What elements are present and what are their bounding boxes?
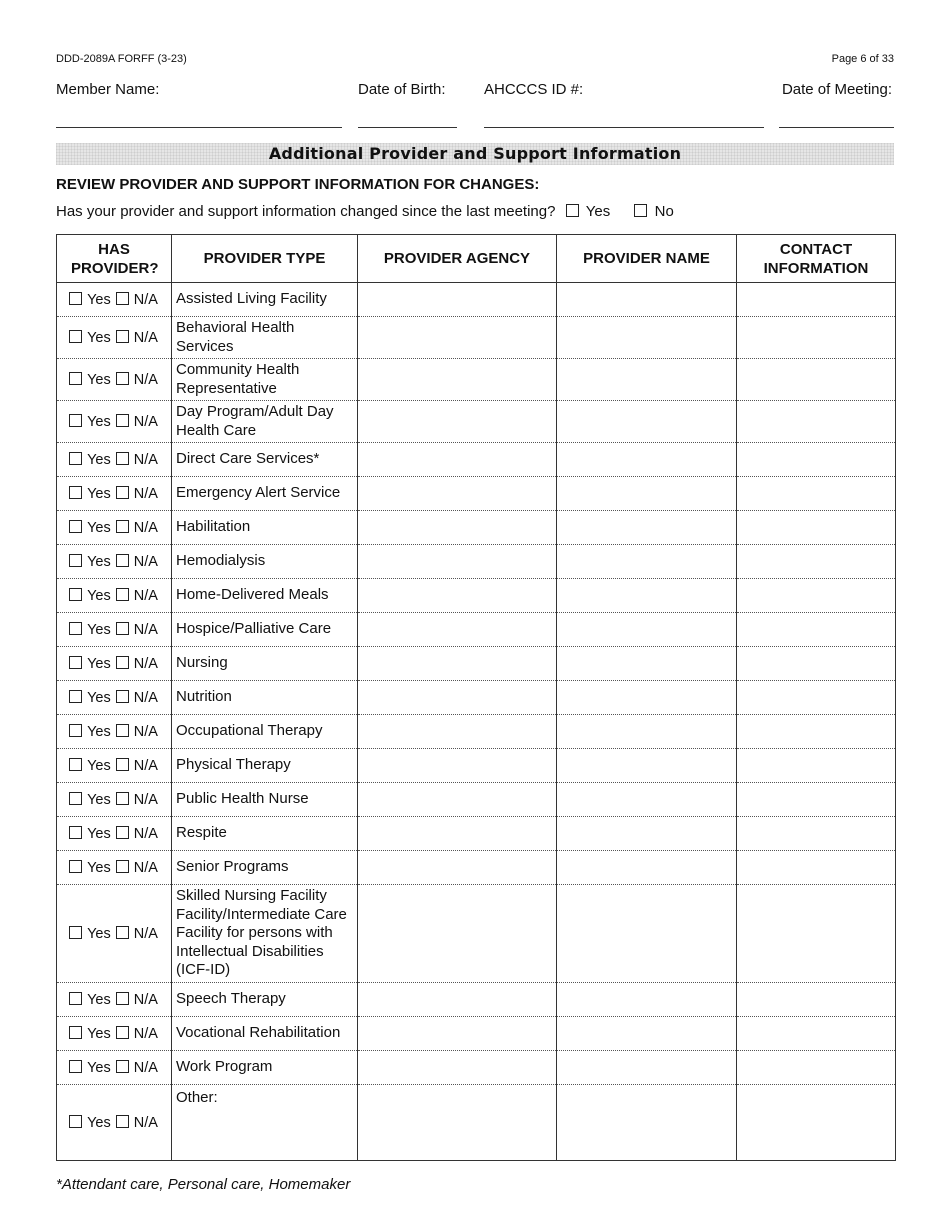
provider-name-cell[interactable] xyxy=(557,715,737,749)
table-row xyxy=(57,851,896,885)
has-provider-cell xyxy=(57,579,172,613)
provider-name-cell[interactable] xyxy=(557,681,737,715)
na-checkbox[interactable] xyxy=(116,860,129,873)
yes-label: Yes xyxy=(87,723,111,740)
provider-agency-cell[interactable] xyxy=(358,401,557,443)
contact-information-cell[interactable] xyxy=(737,511,896,545)
yes-checkbox[interactable] xyxy=(69,826,82,839)
yes-label: Yes xyxy=(87,1059,111,1076)
provider-agency-cell[interactable] xyxy=(358,613,557,647)
provider-agency-cell[interactable] xyxy=(358,283,557,317)
has-provider-cell xyxy=(57,783,172,817)
ahcccs-id-label: AHCCCS ID #: xyxy=(484,81,584,98)
provider-name-cell[interactable] xyxy=(557,885,737,983)
provider-type: Emergency Alert Service xyxy=(172,477,358,511)
has-provider-cell xyxy=(57,681,172,715)
has-provider-cell xyxy=(57,545,172,579)
yes-checkbox[interactable] xyxy=(69,1060,82,1073)
yes-checkbox[interactable] xyxy=(69,1026,82,1039)
yes-checkbox[interactable] xyxy=(69,292,82,305)
provider-name-cell[interactable] xyxy=(557,545,737,579)
provider-agency-cell[interactable] xyxy=(358,359,557,401)
provider-name-cell[interactable] xyxy=(557,783,737,817)
change-question: Has your provider and support information changed since the last meeting? xyxy=(56,203,556,220)
has-provider-cell xyxy=(57,359,172,401)
na-checkbox[interactable] xyxy=(116,690,129,703)
yes-label: Yes xyxy=(87,371,111,388)
yes-label: Yes xyxy=(87,925,111,942)
table-row xyxy=(57,545,896,579)
review-heading: REVIEW PROVIDER AND SUPPORT INFORMATION FOR CHANGES: xyxy=(56,176,540,193)
table-row xyxy=(57,885,896,983)
yes-checkbox[interactable] xyxy=(69,414,82,427)
section-title: Additional Provider and Support Information xyxy=(56,143,894,165)
col-has-provider: HAS PROVIDER? xyxy=(57,235,172,283)
yes-label: Yes xyxy=(87,1114,111,1131)
na-label: N/A xyxy=(133,689,158,706)
na-label: N/A xyxy=(133,553,158,570)
table-row xyxy=(57,359,896,401)
na-label: N/A xyxy=(133,451,158,468)
table-row xyxy=(57,579,896,613)
provider-name-cell[interactable] xyxy=(557,317,737,359)
has-provider-cell xyxy=(57,885,172,983)
provider-agency-cell[interactable] xyxy=(358,1085,557,1161)
contact-information-cell[interactable] xyxy=(737,613,896,647)
provider-type: Senior Programs xyxy=(172,851,358,885)
has-provider-cell xyxy=(57,851,172,885)
table-row xyxy=(57,715,896,749)
provider-name-cell[interactable] xyxy=(557,749,737,783)
provider-name-cell[interactable] xyxy=(557,817,737,851)
na-checkbox[interactable] xyxy=(116,1115,129,1128)
provider-name-cell[interactable] xyxy=(557,851,737,885)
provider-agency-cell[interactable] xyxy=(358,579,557,613)
provider-table xyxy=(56,234,896,1161)
na-label: N/A xyxy=(133,757,158,774)
has-provider-cell xyxy=(57,477,172,511)
provider-name-cell[interactable] xyxy=(557,401,737,443)
provider-type: Hemodialysis xyxy=(172,545,358,579)
provider-name-cell[interactable] xyxy=(557,1017,737,1051)
na-label: N/A xyxy=(133,485,158,502)
contact-information-cell[interactable] xyxy=(737,715,896,749)
yes-checkbox[interactable] xyxy=(69,330,82,343)
na-label: N/A xyxy=(133,413,158,430)
provider-agency-cell[interactable] xyxy=(358,647,557,681)
na-checkbox[interactable] xyxy=(116,656,129,669)
has-provider-cell xyxy=(57,317,172,359)
has-provider-cell xyxy=(57,1051,172,1085)
provider-agency-cell[interactable] xyxy=(358,1017,557,1051)
yes-label: Yes xyxy=(87,485,111,502)
yes-label: Yes xyxy=(87,757,111,774)
na-checkbox[interactable] xyxy=(116,792,129,805)
table-row xyxy=(57,817,896,851)
member-name-field[interactable] xyxy=(56,127,342,128)
table-row xyxy=(57,317,896,359)
table-row xyxy=(57,401,896,443)
yes-checkbox[interactable] xyxy=(69,926,82,939)
yes-checkbox[interactable] xyxy=(69,622,82,635)
yes-label: Yes xyxy=(87,329,111,346)
contact-information-cell[interactable] xyxy=(737,359,896,401)
yes-label: Yes xyxy=(87,655,111,672)
table-row xyxy=(57,681,896,715)
provider-name-cell[interactable] xyxy=(557,511,737,545)
provider-name-cell[interactable] xyxy=(557,579,737,613)
date-of-meeting-field[interactable] xyxy=(779,127,894,128)
na-checkbox[interactable] xyxy=(116,292,129,305)
provider-agency-cell[interactable] xyxy=(358,851,557,885)
has-provider-cell xyxy=(57,983,172,1017)
col-provider-type: PROVIDER TYPE xyxy=(172,235,358,283)
provider-type: Community Health Representative xyxy=(172,359,358,401)
contact-information-cell[interactable] xyxy=(737,477,896,511)
table-header-row xyxy=(57,235,896,283)
provider-agency-cell[interactable] xyxy=(358,885,557,983)
yes-label: Yes xyxy=(87,689,111,706)
contact-information-cell[interactable] xyxy=(737,647,896,681)
na-checkbox[interactable] xyxy=(116,1060,129,1073)
na-label: N/A xyxy=(133,587,158,604)
na-checkbox[interactable] xyxy=(116,554,129,567)
na-label: N/A xyxy=(133,723,158,740)
yes-checkbox[interactable] xyxy=(69,554,82,567)
yes-checkbox[interactable] xyxy=(69,860,82,873)
table-row xyxy=(57,983,896,1017)
has-provider-cell xyxy=(57,749,172,783)
contact-information-cell[interactable] xyxy=(737,851,896,885)
yes-checkbox[interactable] xyxy=(69,992,82,1005)
contact-information-cell[interactable] xyxy=(737,401,896,443)
table-row xyxy=(57,283,896,317)
na-checkbox[interactable] xyxy=(116,622,129,635)
page-number: Page 6 of 33 xyxy=(831,53,894,65)
provider-agency-cell[interactable] xyxy=(358,443,557,477)
table-row xyxy=(57,749,896,783)
contact-information-cell[interactable] xyxy=(737,1085,896,1161)
na-checkbox[interactable] xyxy=(116,1026,129,1039)
has-provider-cell xyxy=(57,647,172,681)
yes-checkbox[interactable] xyxy=(69,486,82,499)
footnote: *Attendant care, Personal care, Homemaker xyxy=(56,1176,351,1193)
na-checkbox[interactable] xyxy=(116,826,129,839)
yes-label: Yes xyxy=(87,1025,111,1042)
na-checkbox[interactable] xyxy=(116,486,129,499)
yes-checkbox[interactable] xyxy=(69,690,82,703)
table-row xyxy=(57,613,896,647)
provider-type: Nursing xyxy=(172,647,358,681)
contact-information-cell[interactable] xyxy=(737,1051,896,1085)
has-provider-cell xyxy=(57,613,172,647)
yes-label: Yes xyxy=(87,587,111,604)
na-label: N/A xyxy=(133,791,158,808)
contact-information-cell[interactable] xyxy=(737,817,896,851)
yes-checkbox[interactable] xyxy=(69,724,82,737)
provider-name-cell[interactable] xyxy=(557,477,737,511)
yes-label: Yes xyxy=(87,825,111,842)
yes-checkbox[interactable] xyxy=(69,452,82,465)
na-label: N/A xyxy=(133,825,158,842)
date-of-birth-label: Date of Birth: xyxy=(358,81,446,98)
contact-information-cell[interactable] xyxy=(737,681,896,715)
table-row xyxy=(57,1051,896,1085)
yes-checkbox[interactable] xyxy=(69,1115,82,1128)
na-label: N/A xyxy=(133,519,158,536)
provider-type: Speech Therapy xyxy=(172,983,358,1017)
table-row xyxy=(57,477,896,511)
na-checkbox[interactable] xyxy=(116,992,129,1005)
provider-agency-cell[interactable] xyxy=(358,749,557,783)
col-contact-information: CONTACT INFORMATION xyxy=(737,235,896,283)
yes-label: Yes xyxy=(87,991,111,1008)
provider-name-cell[interactable] xyxy=(557,359,737,401)
na-checkbox[interactable] xyxy=(116,724,129,737)
yes-label: Yes xyxy=(87,413,111,430)
contact-information-cell[interactable] xyxy=(737,283,896,317)
contact-information-cell[interactable] xyxy=(737,885,896,983)
provider-name-cell[interactable] xyxy=(557,1085,737,1161)
na-label: N/A xyxy=(133,1059,158,1076)
provider-type: Behavioral Health Services xyxy=(172,317,358,359)
na-checkbox[interactable] xyxy=(116,452,129,465)
provider-name-cell[interactable] xyxy=(557,647,737,681)
na-label: N/A xyxy=(133,291,158,308)
provider-type: Vocational Rehabilitation xyxy=(172,1017,358,1051)
member-name-label: Member Name: xyxy=(56,81,160,98)
provider-type: Skilled Nursing Facility Facility/Intermediate Care Facility for persons with Intellectual Disabilities (ICF-ID) xyxy=(172,885,358,983)
provider-type: Direct Care Services* xyxy=(172,443,358,477)
has-provider-cell xyxy=(57,715,172,749)
has-provider-cell xyxy=(57,511,172,545)
provider-agency-cell[interactable] xyxy=(358,545,557,579)
table-row xyxy=(57,647,896,681)
col-provider-name: PROVIDER NAME xyxy=(557,235,737,283)
table-row xyxy=(57,443,896,477)
yes-checkbox[interactable] xyxy=(69,372,82,385)
na-label: N/A xyxy=(133,621,158,638)
table-row xyxy=(57,1017,896,1051)
change-no-checkbox[interactable] xyxy=(634,204,647,217)
provider-agency-cell[interactable] xyxy=(358,1051,557,1085)
has-provider-cell xyxy=(57,443,172,477)
na-checkbox[interactable] xyxy=(116,520,129,533)
provider-name-cell[interactable] xyxy=(557,1051,737,1085)
provider-agency-cell[interactable] xyxy=(358,983,557,1017)
yes-checkbox[interactable] xyxy=(69,588,82,601)
provider-type: Public Health Nurse xyxy=(172,783,358,817)
has-provider-cell xyxy=(57,1017,172,1051)
provider-type: Other: xyxy=(172,1085,358,1161)
na-checkbox[interactable] xyxy=(116,330,129,343)
has-provider-cell xyxy=(57,401,172,443)
provider-name-cell[interactable] xyxy=(557,983,737,1017)
contact-information-cell[interactable] xyxy=(737,579,896,613)
has-provider-cell xyxy=(57,283,172,317)
yes-label: Yes xyxy=(87,859,111,876)
change-yes-checkbox[interactable] xyxy=(566,204,579,217)
yes-checkbox[interactable] xyxy=(69,656,82,669)
provider-type: Home-Delivered Meals xyxy=(172,579,358,613)
has-provider-cell xyxy=(57,817,172,851)
contact-information-cell[interactable] xyxy=(737,783,896,817)
na-label: N/A xyxy=(133,1114,158,1131)
na-label: N/A xyxy=(133,925,158,942)
provider-type: Nutrition xyxy=(172,681,358,715)
yes-checkbox[interactable] xyxy=(69,520,82,533)
ahcccs-id-field[interactable] xyxy=(484,127,764,128)
table-row xyxy=(57,511,896,545)
yes-label: Yes xyxy=(87,791,111,808)
na-checkbox[interactable] xyxy=(116,414,129,427)
change-no-label: No xyxy=(654,203,674,220)
yes-label: Yes xyxy=(87,621,111,638)
provider-agency-cell[interactable] xyxy=(358,783,557,817)
provider-type: Hospice/Palliative Care xyxy=(172,613,358,647)
provider-name-cell[interactable] xyxy=(557,613,737,647)
yes-label: Yes xyxy=(87,451,111,468)
provider-agency-cell[interactable] xyxy=(358,477,557,511)
provider-type: Respite xyxy=(172,817,358,851)
contact-information-cell[interactable] xyxy=(737,1017,896,1051)
provider-agency-cell[interactable] xyxy=(358,681,557,715)
na-checkbox[interactable] xyxy=(116,372,129,385)
na-label: N/A xyxy=(133,371,158,388)
provider-agency-cell[interactable] xyxy=(358,511,557,545)
na-label: N/A xyxy=(133,1025,158,1042)
form-id: DDD-2089A FORFF (3-23) xyxy=(56,53,187,65)
contact-information-cell[interactable] xyxy=(737,317,896,359)
na-checkbox[interactable] xyxy=(116,926,129,939)
yes-label: Yes xyxy=(87,291,111,308)
change-question-row xyxy=(56,203,674,220)
contact-information-cell[interactable] xyxy=(737,443,896,477)
date-of-birth-field[interactable] xyxy=(358,127,457,128)
yes-label: Yes xyxy=(87,519,111,536)
provider-type: Habilitation xyxy=(172,511,358,545)
na-label: N/A xyxy=(133,329,158,346)
provider-type: Day Program/Adult Day Health Care xyxy=(172,401,358,443)
na-label: N/A xyxy=(133,859,158,876)
col-provider-agency: PROVIDER AGENCY xyxy=(358,235,557,283)
contact-information-cell[interactable] xyxy=(737,749,896,783)
yes-label: Yes xyxy=(87,553,111,570)
contact-information-cell[interactable] xyxy=(737,983,896,1017)
na-checkbox[interactable] xyxy=(116,758,129,771)
provider-name-cell[interactable] xyxy=(557,283,737,317)
provider-type: Assisted Living Facility xyxy=(172,283,358,317)
yes-checkbox[interactable] xyxy=(69,758,82,771)
na-label: N/A xyxy=(133,991,158,1008)
provider-agency-cell[interactable] xyxy=(358,317,557,359)
provider-type: Occupational Therapy xyxy=(172,715,358,749)
provider-type: Physical Therapy xyxy=(172,749,358,783)
na-checkbox[interactable] xyxy=(116,588,129,601)
yes-checkbox[interactable] xyxy=(69,792,82,805)
provider-agency-cell[interactable] xyxy=(358,715,557,749)
change-yes-label: Yes xyxy=(585,203,611,220)
na-label: N/A xyxy=(133,655,158,672)
provider-name-cell[interactable] xyxy=(557,443,737,477)
table-row xyxy=(57,783,896,817)
date-of-meeting-label: Date of Meeting: xyxy=(781,81,892,98)
provider-agency-cell[interactable] xyxy=(358,817,557,851)
provider-type: Work Program xyxy=(172,1051,358,1085)
contact-information-cell[interactable] xyxy=(737,545,896,579)
has-provider-cell xyxy=(57,1085,172,1161)
table-row xyxy=(57,1085,896,1161)
